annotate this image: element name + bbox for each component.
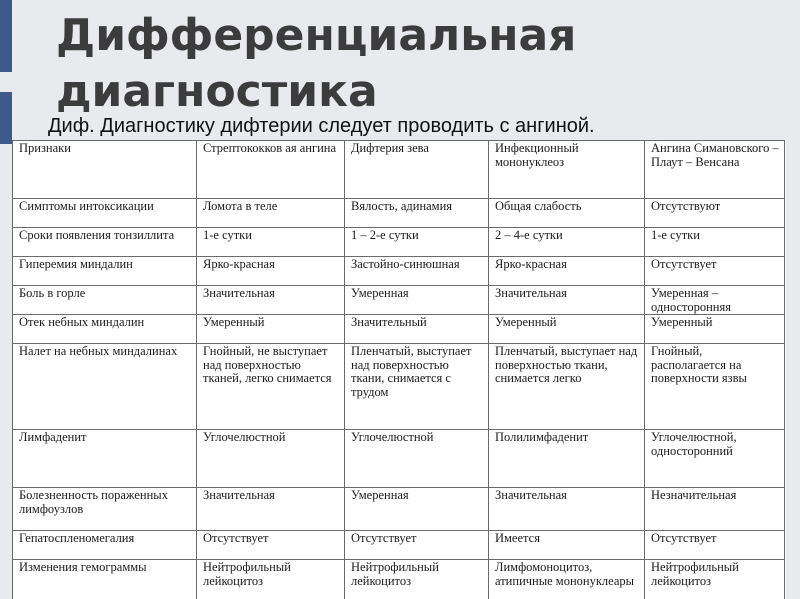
table-cell: Ярко-красная bbox=[489, 257, 645, 286]
table-cell: Значительная bbox=[489, 488, 645, 531]
table-cell: Отсутствует bbox=[645, 257, 785, 286]
table-cell: Гиперемия миндалин bbox=[13, 257, 197, 286]
table-row bbox=[13, 344, 785, 430]
table-cell: Умеренная – односторонняя bbox=[645, 286, 785, 315]
column-header: Ангина Симановского – Плаут – Венсана bbox=[645, 141, 785, 199]
slide-subtitle: Диф. Диагностику дифтерии следует проводить с ангиной. bbox=[48, 115, 595, 137]
table-cell: Значительная bbox=[197, 488, 345, 531]
table-cell: Пленчатый, выступает над поверхностью ткани, снимается легко bbox=[489, 344, 645, 430]
table-cell: 1 – 2-е сутки bbox=[345, 228, 489, 257]
table-row bbox=[13, 531, 785, 560]
table-cell: Отсутствует bbox=[645, 531, 785, 560]
table-cell: Лимфаденит bbox=[13, 430, 197, 488]
table-cell: Умеренная bbox=[345, 286, 489, 315]
table-cell: Застойно-синюшная bbox=[345, 257, 489, 286]
table-sheet bbox=[12, 140, 786, 599]
table-cell: Гнойный, располагается на поверхности язвы bbox=[645, 344, 785, 430]
table-cell: Углочелюстной bbox=[345, 430, 489, 488]
column-header: Дифтерия зева bbox=[345, 141, 489, 199]
table-cell: Симптомы интоксикации bbox=[13, 199, 197, 228]
table-cell: Налет на небных миндалинах bbox=[13, 344, 197, 430]
slide-title-line-2: диагностика bbox=[56, 66, 378, 117]
table-cell: Ломота в теле bbox=[197, 199, 345, 228]
table-cell: Вялость, адинамия bbox=[345, 199, 489, 228]
table-row bbox=[13, 315, 785, 344]
accent-bar-top bbox=[0, 0, 12, 72]
table-cell: Отек небных миндалин bbox=[13, 315, 197, 344]
table-cell: Лимфомоноцитоз, атипичные мононуклеары bbox=[489, 560, 645, 599]
table-cell: Общая слабость bbox=[489, 199, 645, 228]
column-header: Признаки bbox=[13, 141, 197, 199]
table-cell: Отсутствует bbox=[345, 531, 489, 560]
table-row bbox=[13, 199, 785, 228]
table-cell: Сроки появления тонзиллита bbox=[13, 228, 197, 257]
table-cell: 1-е сутки bbox=[645, 228, 785, 257]
table-cell: Ярко-красная bbox=[197, 257, 345, 286]
table-cell: Пленчатый, выступает над поверхностью ткани, снимается с трудом bbox=[345, 344, 489, 430]
table-row bbox=[13, 560, 785, 599]
table-cell: 1-е сутки bbox=[197, 228, 345, 257]
accent-bar-bottom bbox=[0, 92, 12, 144]
column-header: Стрептококков ая ангина bbox=[197, 141, 345, 199]
table-cell: Умеренный bbox=[197, 315, 345, 344]
table-cell: Значительный bbox=[345, 315, 489, 344]
table-cell: Значительная bbox=[197, 286, 345, 315]
table-cell: Значительная bbox=[489, 286, 645, 315]
table-cell: Полилимфаденит bbox=[489, 430, 645, 488]
column-header: Инфекционный мононуклеоз bbox=[489, 141, 645, 199]
table-cell: Гепатоспленомегалия bbox=[13, 531, 197, 560]
table-cell: Углочелюстной, односторонний bbox=[645, 430, 785, 488]
table-row bbox=[13, 488, 785, 531]
table-cell: Нейтрофильный лейкоцитоз bbox=[197, 560, 345, 599]
table-cell: Отсутствуют bbox=[645, 199, 785, 228]
table-row bbox=[13, 257, 785, 286]
slide-title-line-1: Дифференциальная bbox=[56, 10, 577, 61]
table-cell: Изменения гемограммы bbox=[13, 560, 197, 599]
table-row bbox=[13, 430, 785, 488]
table-cell: Гнойный, не выступает над поверхностью тканей, легко снимается bbox=[197, 344, 345, 430]
table-cell: Болезненность пораженных лимфоузлов bbox=[13, 488, 197, 531]
table-row bbox=[13, 286, 785, 315]
table-cell: Нейтрофильный лейкоцитоз bbox=[645, 560, 785, 599]
table-header-row bbox=[13, 141, 785, 199]
table-cell: Отсутствует bbox=[197, 531, 345, 560]
table-cell: Имеется bbox=[489, 531, 645, 560]
slide-title bbox=[56, 8, 576, 120]
table-cell: 2 – 4-е сутки bbox=[489, 228, 645, 257]
table-cell: Боль в горле bbox=[13, 286, 197, 315]
table-cell: Умеренный bbox=[645, 315, 785, 344]
table-cell: Умеренный bbox=[489, 315, 645, 344]
diagnosis-table bbox=[12, 140, 785, 599]
table-cell: Углочелюстной bbox=[197, 430, 345, 488]
table-cell: Незначительная bbox=[645, 488, 785, 531]
table-cell: Нейтрофильный лейкоцитоз bbox=[345, 560, 489, 599]
table-row bbox=[13, 228, 785, 257]
table-cell: Умеренная bbox=[345, 488, 489, 531]
